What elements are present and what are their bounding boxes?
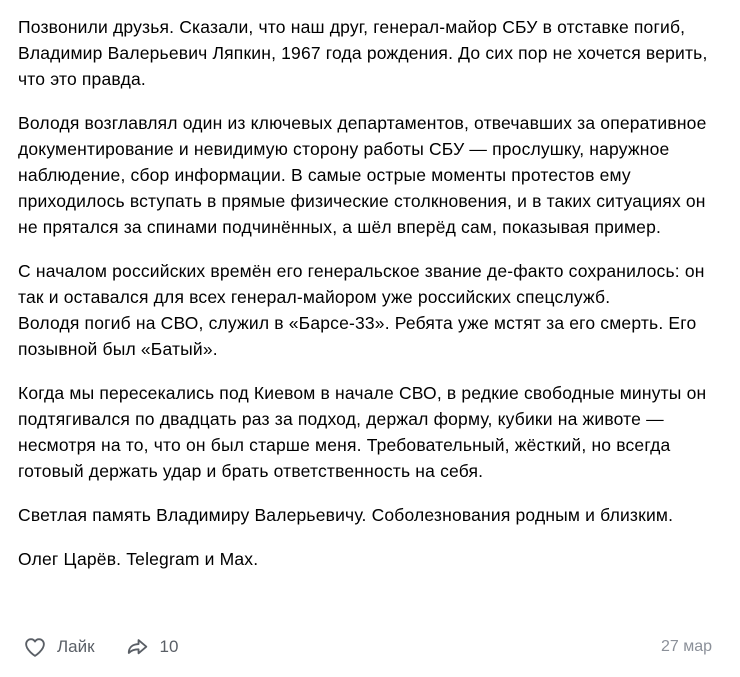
post-paragraph: Когда мы пересекались под Киевом в начале СВО, в редкие свободные минуты он подтягивался по двадцать раз за подход, держал форму, кубики на животе — несмотря на то, что он был старше меня. Требовательный, жёсткий, но всегда готовый держать удар и брать ответственность на себя. — [18, 383, 712, 481]
post-paragraph: Володя возглавлял один из ключевых департаментов, отвечавших за оперативное документирование и невидимую сторону работы СБУ — прослушку, наружное наблюдение, сбор информации. В самые острые моменты протестов ему приходилось вступать в прямые физические столкновения, и в таких ситуациях он не прятался за спинами подчинённых, а шёл вперёд сам, показывая пример. — [18, 113, 712, 237]
post-text-body — [18, 14, 722, 623]
like-label: Лайк — [57, 637, 95, 656]
post-signature: Олег Царёв. Telegram и Max. — [18, 549, 259, 569]
heart-icon — [22, 634, 48, 660]
share-button[interactable] — [125, 634, 179, 660]
like-button[interactable] — [22, 634, 95, 660]
post-footer — [18, 623, 722, 677]
post-paragraph: Светлая память Владимиру Валерьевичу. Соболезнования родным и близким. — [18, 505, 674, 525]
post-paragraph: Позвонили друзья. Сказали, что наш друг, генерал-майор СБУ в отставке погиб, Владимир Валерьевич Ляпкин, 1967 года рождения. До сих пор не хочется верить, что это правда. — [18, 17, 713, 89]
post-paragraph: Володя погиб на СВО, служил в «Барсе-33». Ребята уже мстят за его смерть. Его позывной был «Батый». — [18, 313, 702, 359]
share-count: 10 — [159, 637, 179, 656]
post-paragraph: С началом российских времён его генеральское звание де-факто сохранилось: он так и оставался для всех генерал-майором уже российских спецслужб. — [18, 261, 710, 307]
post-date: 27 мар — [660, 638, 712, 655]
share-arrow-icon — [125, 634, 151, 660]
